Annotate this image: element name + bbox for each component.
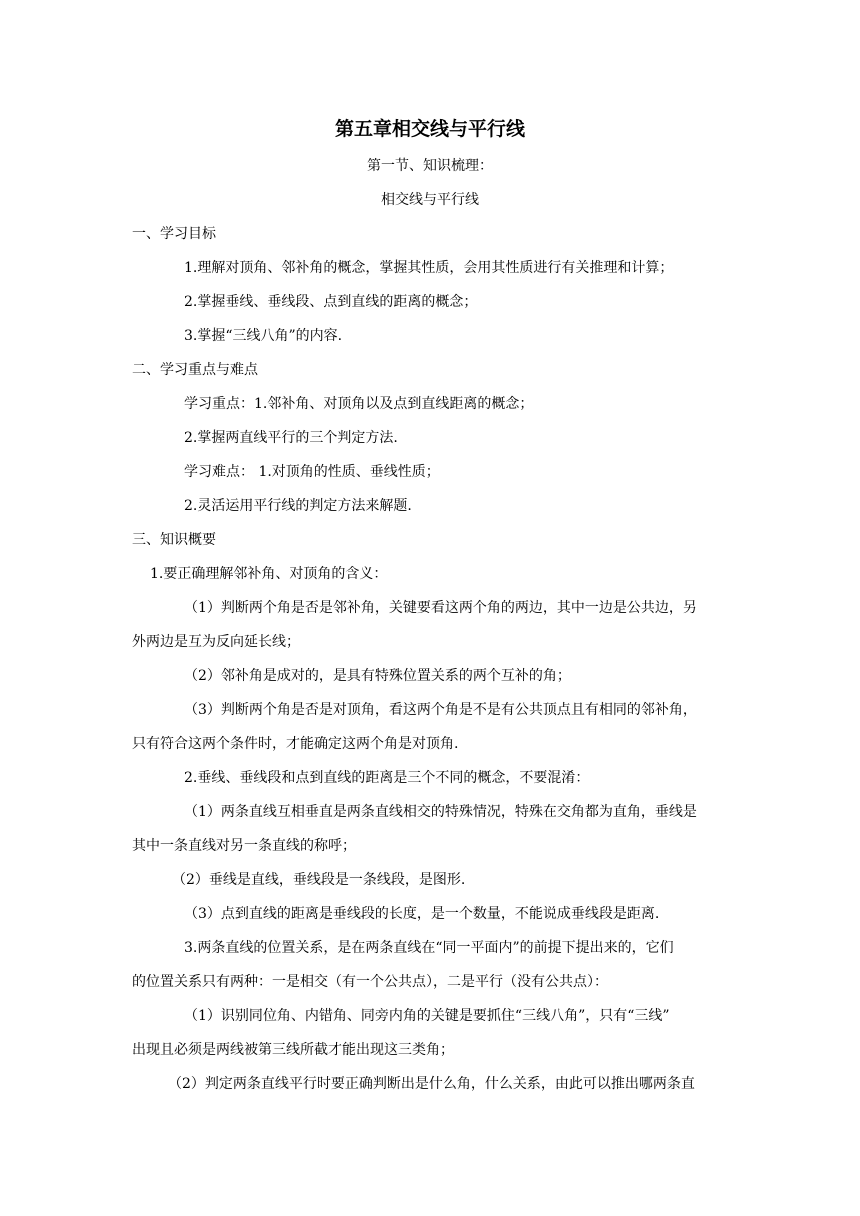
paragraph-line: 2.灵活运用平行线的判定方法来解题. bbox=[184, 498, 412, 514]
paragraph-line: 学习难点： 1.对顶角的性质、垂线性质； bbox=[184, 464, 440, 480]
heading-key-points: 二、学习重点与难点 bbox=[132, 362, 258, 378]
paragraph-line: （3）点到直线的距离是垂线段的长度，是一个数量，不能说成垂线段是距离. bbox=[184, 906, 660, 922]
paragraph-line: 其中一条直线对另一条直线的称呼； bbox=[132, 838, 356, 854]
paragraph-line: 2.垂线、垂线段和点到直线的距离是三个不同的概念，不要混淆： bbox=[184, 770, 590, 786]
paragraph-line: 1.理解对顶角、邻补角的概念，掌握其性质，会用其性质进行有关推理和计算； bbox=[184, 260, 674, 276]
paragraph-line: 2.掌握两直线平行的三个判定方法. bbox=[184, 430, 398, 446]
paragraph-line: 外两边是互为反向延长线； bbox=[132, 634, 300, 650]
paragraph-line: （2）垂线是直线，垂线段是一条线段，是图形. bbox=[172, 872, 466, 888]
paragraph-line: 出现且必须是两线被第三线所截才能出现这三类角； bbox=[132, 1042, 454, 1058]
section-topic: 相交线与平行线 bbox=[381, 192, 479, 208]
paragraph-line: 3.两条直线的位置关系，是在两条直线在“同一平面内”的前提下提出来的，它们 bbox=[184, 940, 674, 956]
document-title: 第五章相交线与平行线 bbox=[334, 118, 525, 140]
paragraph-line: （2）判定两条直线平行时要正确判断出是什么角，什么关系，由此可以推出哪两条直 bbox=[168, 1076, 695, 1092]
heading-knowledge-overview: 三、知识概要 bbox=[132, 532, 216, 548]
paragraph-line: 的位置关系只有两种：一是相交（有一个公共点），二是平行（没有公共点）： bbox=[132, 974, 608, 990]
paragraph-line: （2）邻补角是成对的，是具有特殊位置关系的两个互补的角； bbox=[184, 668, 571, 684]
paragraph-line: 2.掌握垂线、垂线段、点到直线的距离的概念； bbox=[184, 294, 478, 310]
paragraph-line: （3）判断两个角是否是对顶角，看这两个角是不是有公共顶点且有相同的邻补角， bbox=[184, 702, 697, 718]
paragraph-line: 学习重点：1.邻补角、对顶角以及点到直线距离的概念； bbox=[184, 396, 534, 412]
paragraph-line: （1）识别同位角、内错角、同旁内角的关键是要抓住“三线八角”，只有“三线” bbox=[184, 1008, 670, 1024]
section-subtitle: 第一节、知识梳理： bbox=[367, 158, 493, 174]
paragraph-line: 1.要正确理解邻补角、对顶角的含义： bbox=[150, 566, 388, 582]
paragraph-line: （1）判断两个角是否是邻补角，关键要看这两个角的两边，其中一边是公共边，另 bbox=[184, 600, 697, 616]
paragraph-line: 3.掌握“三线八角”的内容. bbox=[184, 328, 343, 344]
paragraph-line: （1）两条直线互相垂直是两条直线相交的特殊情况，特殊在交角都为直角，垂线是 bbox=[184, 804, 697, 820]
heading-learning-goals: 一、学习目标 bbox=[132, 226, 216, 242]
paragraph-line: 只有符合这两个条件时，才能确定这两个角是对顶角. bbox=[132, 736, 459, 752]
